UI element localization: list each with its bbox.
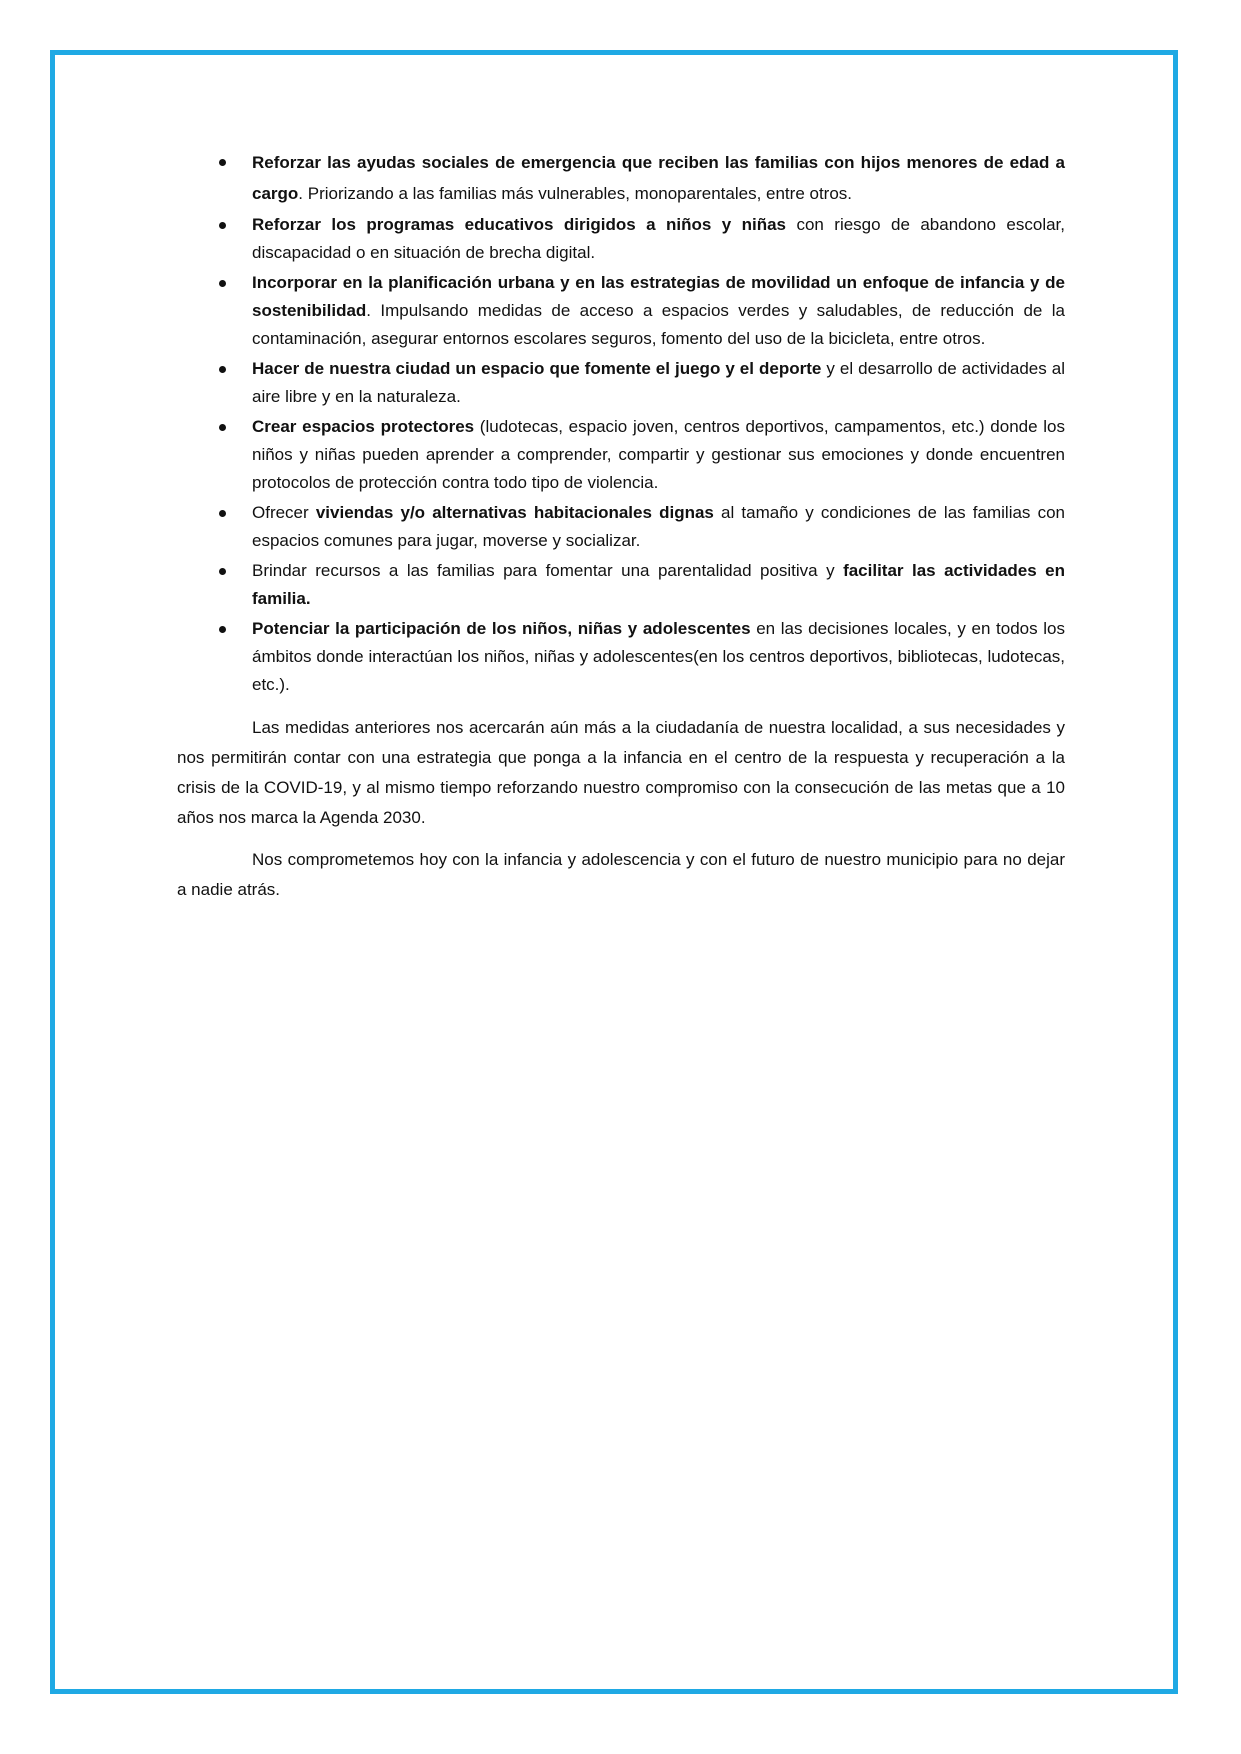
bullet-icon (219, 424, 226, 431)
list-item (177, 413, 1065, 497)
list-item-text: Brindar recursos a las familias para fomentar una parentalidad positiva y (252, 561, 844, 580)
list-item-text: (ludotecas, espacio joven, centros deportivos, campamentos, etc.) donde los niños y niñas pueden aprender a comprender, compartir y gestionar sus emociones y donde encuentren protocolos de protección contra todo tipo de violencia. (252, 417, 1065, 492)
list-item-bold: Potenciar la participación de los niños, niñas y adolescentes (252, 619, 751, 638)
list-item-bold: Hacer de nuestra ciudad un espacio que fomente el juego y el deporte (252, 359, 822, 378)
list-item-bold: Incorporar en la planificación urbana y en las estrategias de movilidad un enfoque de infancia y de sostenibilidad (252, 273, 1065, 320)
list-item-text: al tamaño y condiciones de las familias con espacios comunes para jugar, moverse y socializar. (252, 503, 1065, 550)
list-item (177, 499, 1065, 555)
list-item-text: . Priorizando a las familias más vulnerables, monoparentales, entre otros. (298, 184, 853, 203)
list-item-bold: Reforzar los programas educativos dirigidos a niños y niñas (252, 215, 787, 234)
bullet-icon (219, 159, 226, 166)
list-item-bold: Reforzar las ayudas sociales de emergencia que reciben las familias con hijos menores de edad a cargo (252, 153, 1065, 203)
list-item-text: Ofrecer (252, 503, 316, 522)
list-item (177, 147, 1065, 209)
list-item-text: con riesgo de abandono escolar, discapacidad o en situación de brecha digital. (252, 215, 1066, 262)
bullet-icon (219, 626, 226, 633)
measures-list (177, 147, 1065, 699)
list-item-bold: facilitar las actividades en familia. (252, 561, 1065, 608)
list-item (177, 355, 1065, 411)
list-item (177, 269, 1065, 353)
list-item (177, 615, 1065, 699)
document-body (177, 147, 1065, 905)
list-item (177, 211, 1065, 267)
bullet-icon (219, 280, 226, 287)
paragraph-measures-summary: Las medidas anteriores nos acercarán aún más a la ciudadanía de nuestra localidad, a sus necesidades y nos permitirán contar con una estrategia que ponga a la infancia en el centro de la respuesta y recuperación a la crisis de la COVID-19, y al mismo tiempo reforzando nuestro compromiso con la consecución de las metas que a 10 años nos marca la Agenda 2030. (177, 718, 1065, 827)
list-item-text: . Impulsando medidas de acceso a espacios verdes y saludables, de reducción de la contaminación, asegurar entornos escolares seguros, fomento del uso de la bicicleta, entre otros. (252, 301, 1065, 348)
list-item (177, 557, 1065, 613)
paragraph-commitment: Nos comprometemos hoy con la infancia y adolescencia y con el futuro de nuestro municipio para no dejar a nadie atrás. (177, 850, 1065, 899)
list-item-text: en las decisiones locales, y en todos los ámbitos donde interactúan los niños, niñas y adolescentes(en los centros deportivos, bibliotecas, ludotecas, etc.). (252, 619, 1066, 694)
list-item-text: y el desarrollo de actividades al aire libre y en la naturaleza. (252, 359, 1065, 406)
bullet-icon (219, 510, 226, 517)
list-item-bold: Crear espacios protectores (252, 417, 475, 436)
list-item-bold: viviendas y/o alternativas habitacionales dignas (315, 503, 714, 522)
bullet-icon (219, 568, 226, 575)
bullet-icon (219, 366, 226, 373)
bullet-icon (219, 222, 226, 229)
